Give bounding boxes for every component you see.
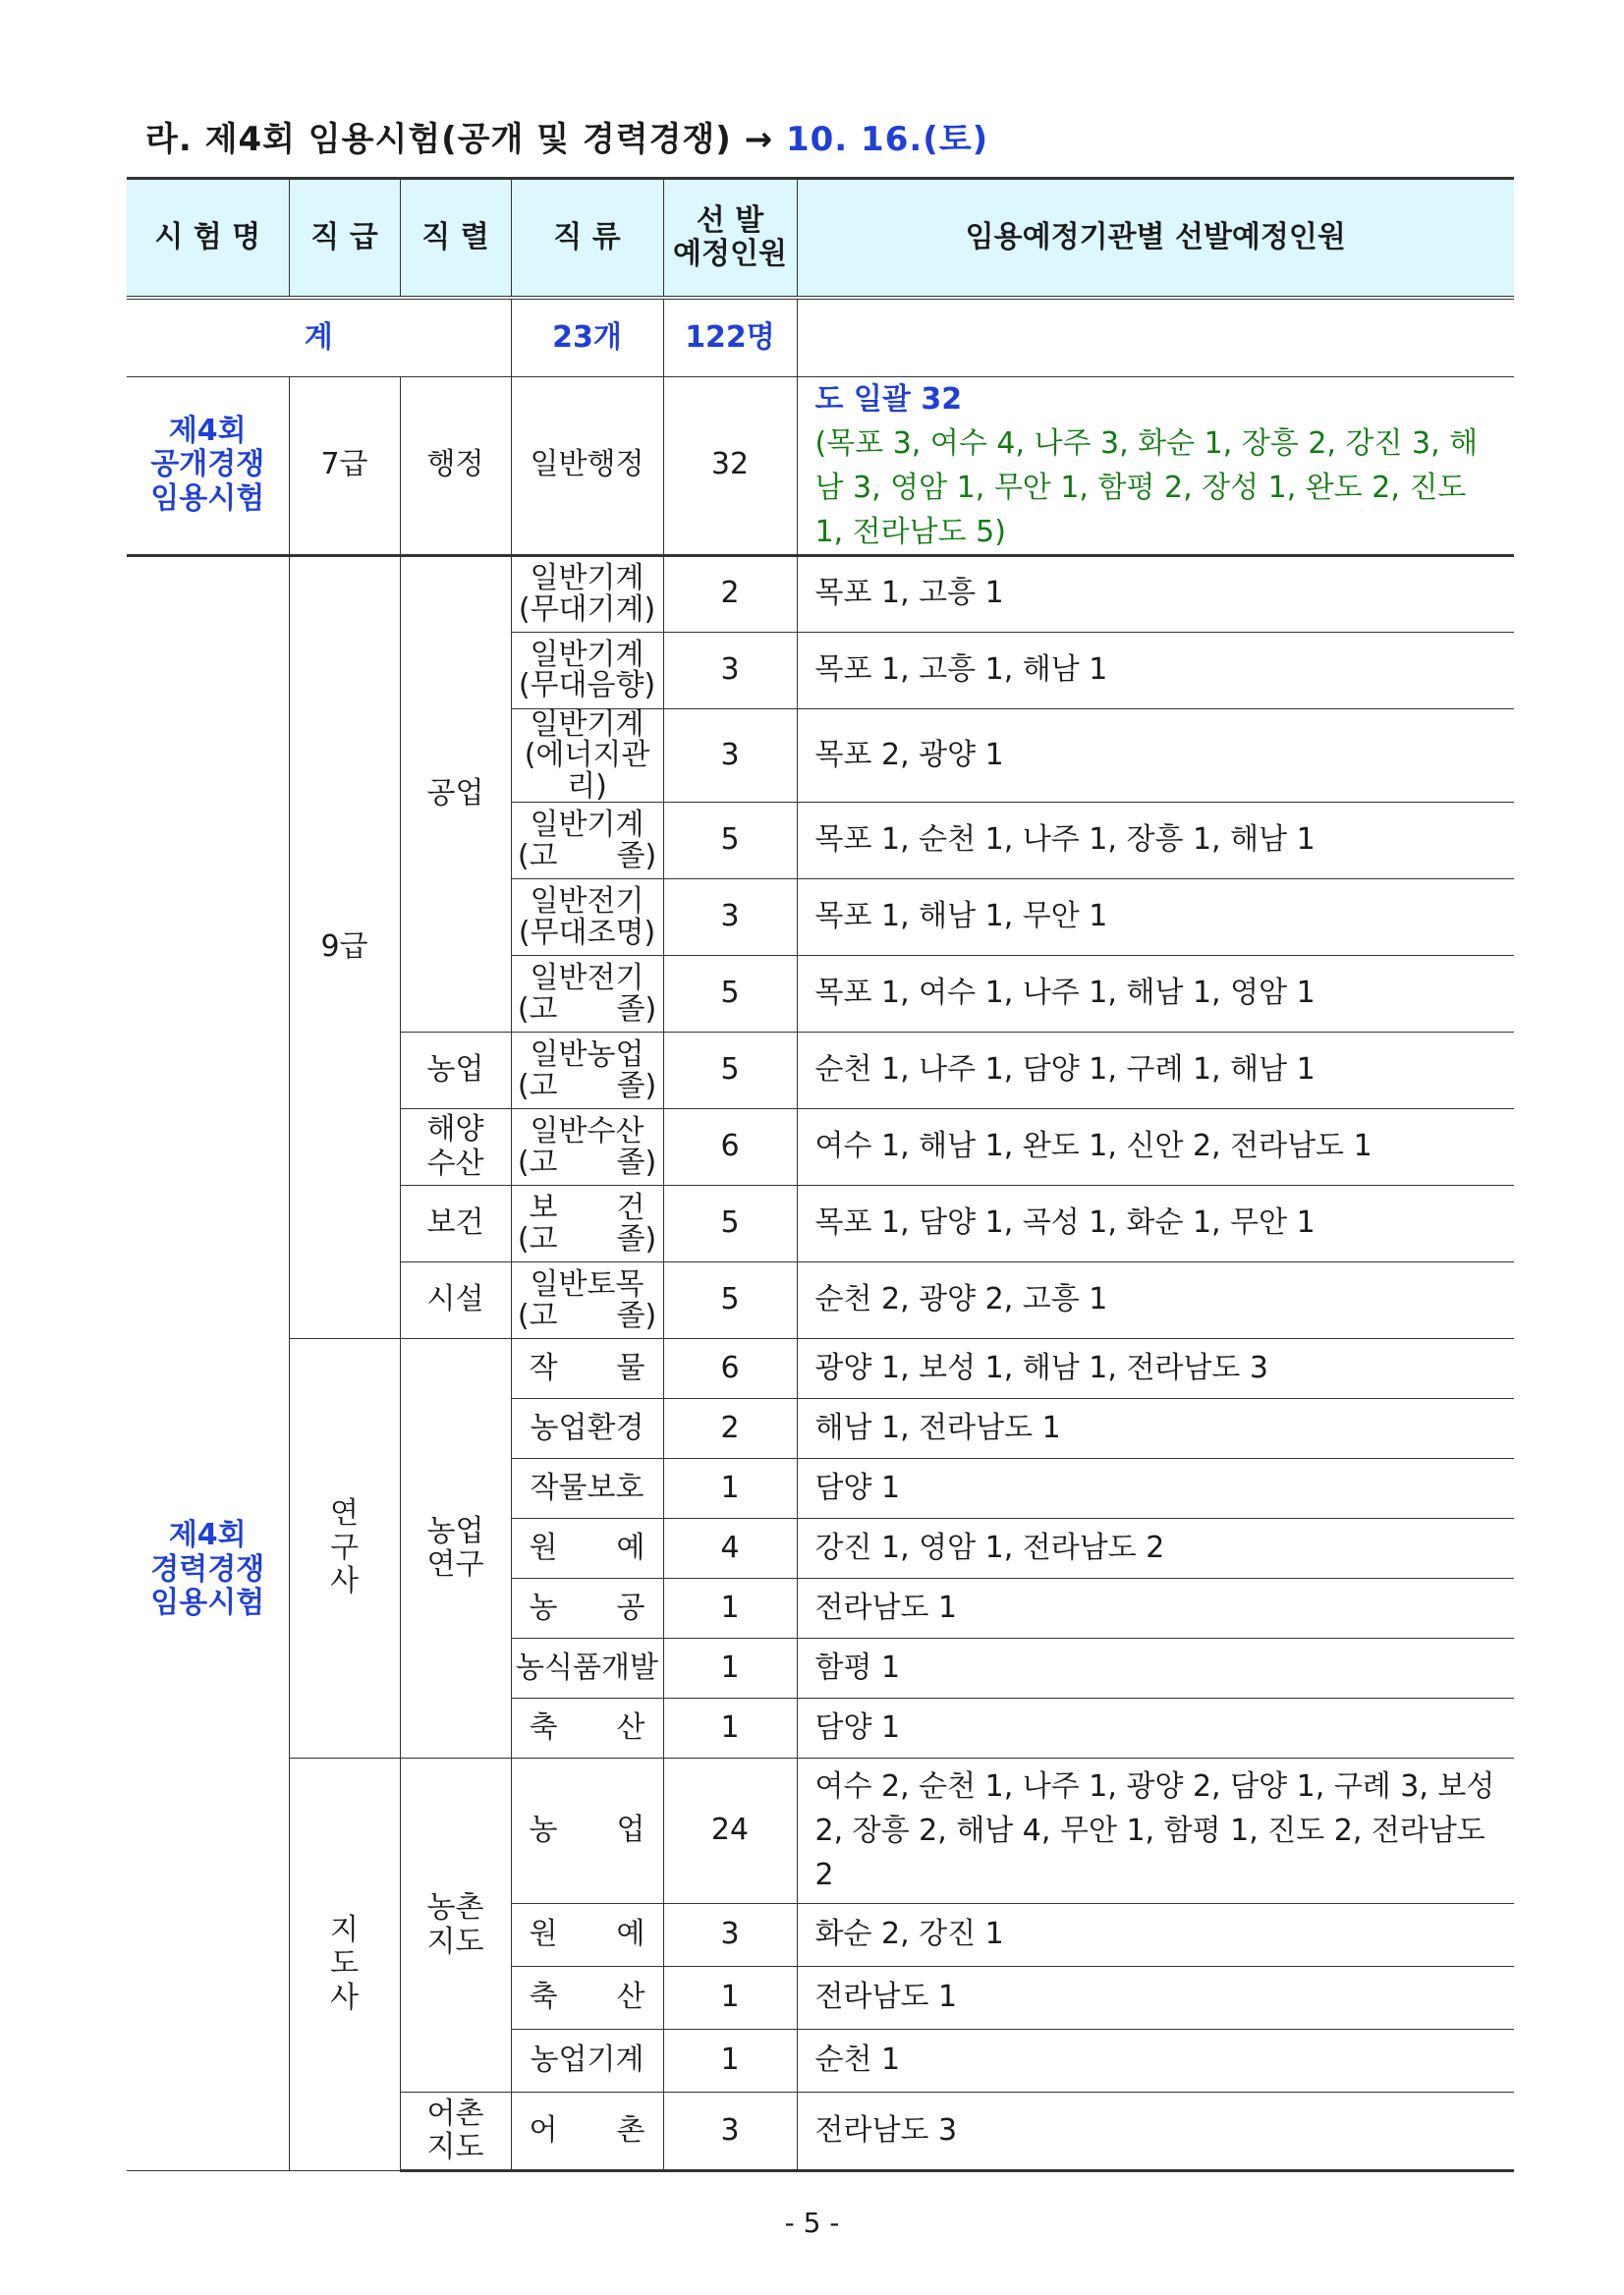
total-people: 122명 — [663, 298, 797, 376]
class-cell: 어 촌 — [511, 2093, 663, 2171]
series-cell — [400, 1186, 511, 1262]
series-research — [400, 1339, 511, 1759]
count-cell: 1 — [663, 1639, 797, 1699]
class-cell: 농업기계 — [511, 2030, 663, 2093]
count-cell: 5 — [663, 1262, 797, 1339]
open-exam-distribution — [797, 376, 1514, 555]
class-cell — [511, 1033, 663, 1109]
grade-instructor — [289, 1759, 400, 2171]
series-cell — [400, 1033, 511, 1109]
class-main: 일반전기 — [530, 961, 644, 995]
series-line: 수산 — [426, 1146, 484, 1181]
class-sub: (고 졸) — [517, 1068, 657, 1103]
count-cell: 1 — [663, 1967, 797, 2030]
open-exam-series: 행정 — [400, 376, 511, 555]
count-cell: 3 — [663, 708, 797, 803]
open-exam-row — [127, 376, 1514, 555]
class-sub: (고 졸) — [517, 1145, 657, 1180]
distribution-cell: 목포 1, 고흥 1 — [797, 555, 1514, 632]
series-gongup: 공업 — [400, 555, 511, 1033]
class-cell: 작물보호 — [511, 1459, 663, 1519]
header-count-line1: 선 발 — [696, 202, 764, 238]
section-heading — [145, 112, 988, 160]
class-sub: (고 졸) — [517, 991, 657, 1027]
distribution-cell: 담양 1 — [797, 1459, 1514, 1519]
career-exam-name-line: 제4회 — [168, 1518, 247, 1552]
count-cell: 3 — [663, 632, 797, 708]
heading-prefix: 라. 제4회 임용시험(공개 및 경력경쟁) → — [145, 120, 786, 159]
grade-9: 9급 — [289, 555, 400, 1339]
series-rural — [400, 1759, 511, 2093]
distribution-cell: 목포 2, 광양 1 — [797, 708, 1514, 803]
recruitment-table — [127, 177, 1514, 2172]
class-cell — [511, 956, 663, 1033]
career-exam-name-line: 임용시험 — [150, 1586, 265, 1620]
class-main: 일반기계 — [530, 706, 644, 742]
series-fishing-line: 지도 — [426, 2130, 484, 2164]
class-main: 일반전기 — [530, 884, 644, 919]
series-line: 농업 — [426, 1052, 484, 1088]
distribution-cell: 목포 1, 순천 1, 나주 1, 장흥 1, 해남 1 — [797, 803, 1514, 879]
total-classes: 23개 — [511, 298, 663, 376]
header-exam: 시 험 명 — [127, 179, 289, 299]
series-fishing — [400, 2093, 511, 2171]
distribution-cell: 여수 1, 해남 1, 완도 1, 신안 2, 전라남도 1 — [797, 1109, 1514, 1186]
total-distribution — [797, 298, 1514, 376]
count-cell: 3 — [663, 879, 797, 956]
header-distribution: 임용예정기관별 선발예정인원 — [797, 179, 1514, 299]
series-line: 시설 — [426, 1282, 484, 1317]
class-cell: 농 공 — [511, 1579, 663, 1639]
distribution-cell: 담양 1 — [797, 1699, 1514, 1759]
open-exam-name-line: 공개경쟁 — [150, 447, 265, 482]
heading-date: 10. 16.(토) — [785, 120, 989, 159]
header-grade: 직 급 — [289, 179, 400, 299]
distribution-cell: 순천 2, 광양 2, 고흥 1 — [797, 1262, 1514, 1339]
class-cell: 축 산 — [511, 1699, 663, 1759]
count-cell: 1 — [663, 1459, 797, 1519]
series-rural-line: 지도 — [426, 1924, 484, 1959]
distribution-cell: 함평 1 — [797, 1639, 1514, 1699]
class-sub: (에너지관리) — [524, 738, 650, 804]
header-count — [663, 179, 797, 299]
class-sub: (고 졸) — [517, 838, 657, 873]
series-cell — [400, 1109, 511, 1186]
class-sub: (무대기계) — [518, 591, 656, 627]
distribution-cell: 순천 1, 나주 1, 담양 1, 구례 1, 해남 1 — [797, 1033, 1514, 1109]
count-cell: 1 — [663, 2030, 797, 2093]
distribution-cell: 전라남도 3 — [797, 2093, 1514, 2171]
distribution-cell: 여수 2, 순천 1, 나주 1, 광양 2, 담양 1, 구례 3, 보성 2, 장흥 2, 해남 4, 무안 1, 함평 1, 진도 2, 전라남도 2 — [797, 1759, 1514, 1904]
count-cell: 3 — [663, 2093, 797, 2171]
table-row — [127, 1759, 1514, 1904]
class-main: 일반수산 — [530, 1114, 644, 1148]
count-cell: 2 — [663, 555, 797, 632]
series-cell — [400, 1262, 511, 1339]
count-cell: 1 — [663, 1699, 797, 1759]
distribution-cell: 전라남도 1 — [797, 1967, 1514, 2030]
open-exam-class: 일반행정 — [511, 376, 663, 555]
distribution-cell: 목포 1, 해남 1, 무안 1 — [797, 879, 1514, 956]
count-cell: 5 — [663, 1033, 797, 1109]
class-cell — [511, 555, 663, 632]
career-exam-name — [127, 555, 289, 2171]
class-cell: 농 업 — [511, 1759, 663, 1904]
series-rural-line: 농촌 — [426, 1890, 484, 1925]
series-fishing-line: 어촌 — [426, 2096, 484, 2131]
distribution-cell: 광양 1, 보성 1, 해남 1, 전라남도 3 — [797, 1339, 1514, 1399]
count-cell: 5 — [663, 956, 797, 1033]
grade-researcher — [289, 1339, 400, 1759]
class-cell — [511, 1186, 663, 1262]
header-class: 직 류 — [511, 179, 663, 299]
count-cell: 5 — [663, 803, 797, 879]
count-cell: 24 — [663, 1759, 797, 1904]
open-exam-name-line: 임용시험 — [150, 480, 265, 516]
series-line: 보건 — [426, 1205, 484, 1241]
open-exam-dist-detail: (목포 3, 여수 4, 나주 3, 화순 1, 장흥 2, 강진 3, 해남 3, 영암 1, 무안 1, 함평 2, 장성 1, 완도 2, 진도 1, 전라남도 5) — [814, 425, 1479, 549]
class-sub: (고 졸) — [517, 1221, 657, 1257]
class-sub: (무대조명) — [518, 915, 656, 950]
class-cell — [511, 803, 663, 879]
grade-researcher-line: 연 — [330, 1496, 359, 1532]
distribution-cell: 강진 1, 영암 1, 전라남도 2 — [797, 1519, 1514, 1579]
distribution-cell: 전라남도 1 — [797, 1579, 1514, 1639]
header-series: 직 렬 — [400, 179, 511, 299]
total-row — [127, 298, 1514, 376]
class-main: 일반토목 — [530, 1267, 644, 1302]
table-row — [127, 555, 1514, 632]
class-cell: 원 예 — [511, 1904, 663, 1967]
grade-researcher-line: 사 — [330, 1564, 359, 1599]
class-cell — [511, 632, 663, 708]
class-main: 일반기계 — [530, 637, 644, 672]
distribution-cell: 목포 1, 고흥 1, 해남 1 — [797, 632, 1514, 708]
class-cell: 농식품개발 — [511, 1639, 663, 1699]
career-exam-name-line: 경력경쟁 — [150, 1551, 265, 1587]
class-cell — [511, 879, 663, 956]
open-exam-dist-head: 도 일괄 32 — [814, 381, 963, 417]
table-row — [127, 1339, 1514, 1399]
total-label: 계 — [127, 298, 511, 376]
table-header-row — [127, 179, 1514, 299]
distribution-cell: 해남 1, 전라남도 1 — [797, 1399, 1514, 1459]
distribution-cell: 목포 1, 여수 1, 나주 1, 해남 1, 영암 1 — [797, 956, 1514, 1033]
count-cell: 5 — [663, 1186, 797, 1262]
distribution-cell: 화순 2, 강진 1 — [797, 1904, 1514, 1967]
series-research-line: 농업 — [426, 1513, 484, 1548]
class-main: 일반기계 — [530, 561, 644, 595]
count-cell: 1 — [663, 1579, 797, 1639]
class-cell — [511, 1262, 663, 1339]
count-cell: 4 — [663, 1519, 797, 1579]
grade-instructor-line: 지 — [330, 1912, 359, 1947]
count-cell: 6 — [663, 1339, 797, 1399]
grade-researcher-line: 구 — [330, 1530, 359, 1565]
class-cell: 작 물 — [511, 1339, 663, 1399]
page-number: - 5 - — [784, 2207, 840, 2239]
count-cell: 3 — [663, 1904, 797, 1967]
series-line: 해양 — [426, 1112, 484, 1147]
class-cell: 농업환경 — [511, 1399, 663, 1459]
count-cell: 6 — [663, 1109, 797, 1186]
class-cell — [511, 708, 663, 803]
class-main: 일반농업 — [530, 1037, 644, 1072]
open-exam-name-line: 제4회 — [168, 413, 247, 448]
class-cell: 원 예 — [511, 1519, 663, 1579]
distribution-cell: 목포 1, 담양 1, 곡성 1, 화순 1, 무안 1 — [797, 1186, 1514, 1262]
class-cell: 축 산 — [511, 1967, 663, 2030]
grade-instructor-line: 사 — [330, 1980, 359, 2015]
class-sub: (무대음향) — [518, 668, 656, 702]
class-main: 보 건 — [529, 1191, 645, 1225]
grade-instructor-line: 도 — [330, 1946, 359, 1982]
series-research-line: 연구 — [426, 1547, 484, 1582]
class-main: 일반기계 — [530, 808, 644, 842]
count-cell: 2 — [663, 1399, 797, 1459]
open-exam-count: 32 — [663, 376, 797, 555]
open-exam-name — [127, 376, 289, 555]
distribution-cell: 순천 1 — [797, 2030, 1514, 2093]
open-exam-grade: 7급 — [289, 376, 400, 555]
class-sub: (고 졸) — [517, 1298, 657, 1333]
header-count-line2: 예정인원 — [673, 237, 787, 271]
class-cell — [511, 1109, 663, 1186]
